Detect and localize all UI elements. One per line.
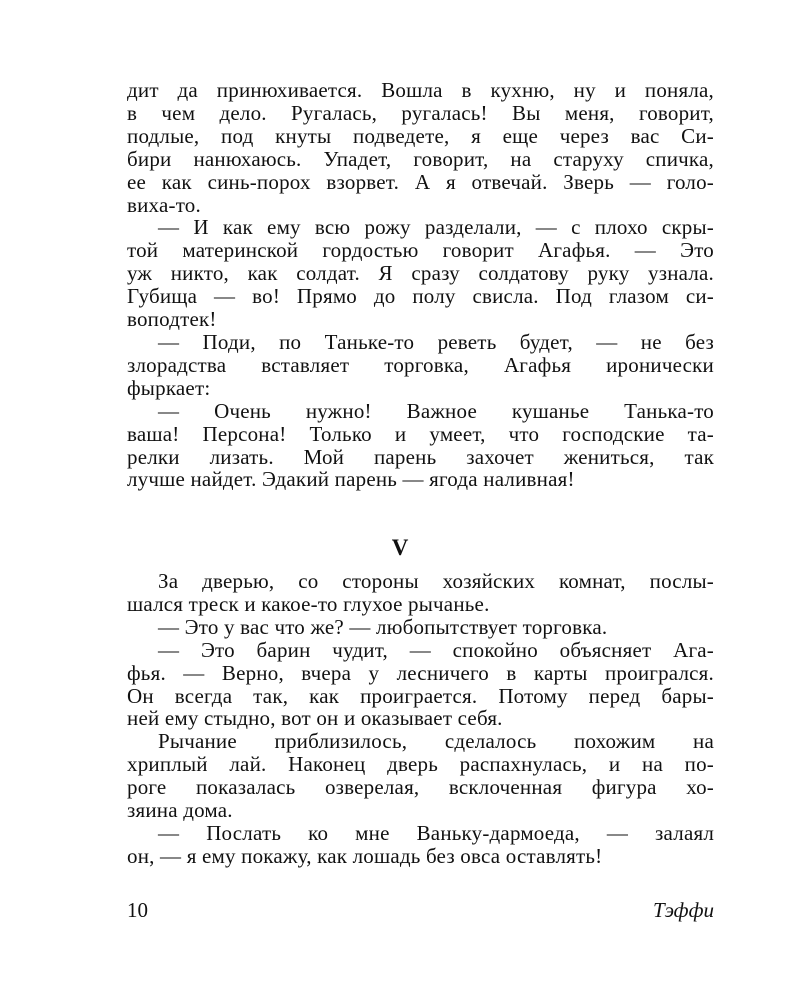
- text-line: — Это барин чудит, — спокойно объясняет Ага-: [158, 637, 714, 662]
- text-line: уж никто, как солдат. Я сразу солдатову руку узнала.: [127, 261, 714, 286]
- text-line: ваша! Персона! Только и умеет, что господские та-: [127, 421, 714, 446]
- text-line: той материнской гордостью говорит Агафья. — Это: [127, 238, 714, 263]
- text-line: ее как синь-порох взорвет. А я отвечай. Зверь — голо-: [127, 169, 714, 194]
- text-line: фыркает:: [127, 375, 211, 400]
- text-line: бири нанюхаюсь. Упадет, говорит, на старуху спичка,: [127, 146, 714, 171]
- text-line: подлые, под кнуты подведете, я еще через вас Си-: [127, 123, 714, 148]
- text-line: — Это у вас что же? — любопытствует торговка.: [158, 614, 608, 639]
- text-line: виха-то.: [127, 192, 201, 217]
- text-line: ней ему стыдно, вот он и оказывает себя.: [127, 706, 503, 731]
- chapter-heading: V: [391, 535, 409, 560]
- text-line: воподтек!: [127, 307, 217, 332]
- text-line: роге показалась озверелая, всклоченная фигура хо-: [127, 775, 714, 800]
- text-line: — Послать ко мне Ваньку-дармоеда, — залаял: [158, 820, 714, 845]
- page-number: 10: [127, 898, 148, 922]
- text-line: злорадства вставляет торговка, Агафья иронически: [127, 352, 714, 377]
- text-block-before-chapter: [127, 79, 714, 491]
- text-line: — Поди, по Таньке-то реветь будет, — не без: [158, 329, 714, 354]
- text-line: дит да принюхивается. Вошла в кухню, ну и поняла,: [127, 78, 714, 102]
- text-line: он, — я ему покажу, как лошадь без овса оставлять!: [127, 843, 603, 868]
- text-line: Рычание приблизилось, сделалось похожим на: [158, 729, 714, 754]
- text-line: Он всегда так, как проиграется. Потому перед бары-: [127, 683, 714, 708]
- text-line: шался треск и какое-то глухое рычанье.: [127, 591, 490, 616]
- text-line: лучше найдет. Эдакий парень — ягода наливная!: [127, 467, 575, 492]
- text-line: — И как ему всю рожу разделали, — с плохо скры-: [158, 215, 714, 240]
- text-line: За дверью, со стороны хозяйских комнат, послы-: [158, 569, 714, 593]
- text-line: зяина дома.: [127, 798, 233, 823]
- text-block-chapter-v: [127, 570, 714, 868]
- text-line: релки лизать. Мой парень захочет жениться, так: [127, 444, 714, 469]
- text-line: хриплый лай. Наконец дверь распахнулась, и на по-: [127, 752, 714, 777]
- text-line: фья. — Верно, вчера у лесничего в карты проигрался.: [127, 660, 714, 685]
- running-footer-author: Тэффи: [653, 898, 714, 922]
- text-line: Губища — во! Прямо до полу свисла. Под глазом си-: [127, 284, 714, 309]
- text-line: в чем дело. Ругалась, ругалась! Вы меня, говорит,: [127, 100, 714, 125]
- text-line: — Очень нужно! Важное кушанье Танька-то: [158, 398, 714, 423]
